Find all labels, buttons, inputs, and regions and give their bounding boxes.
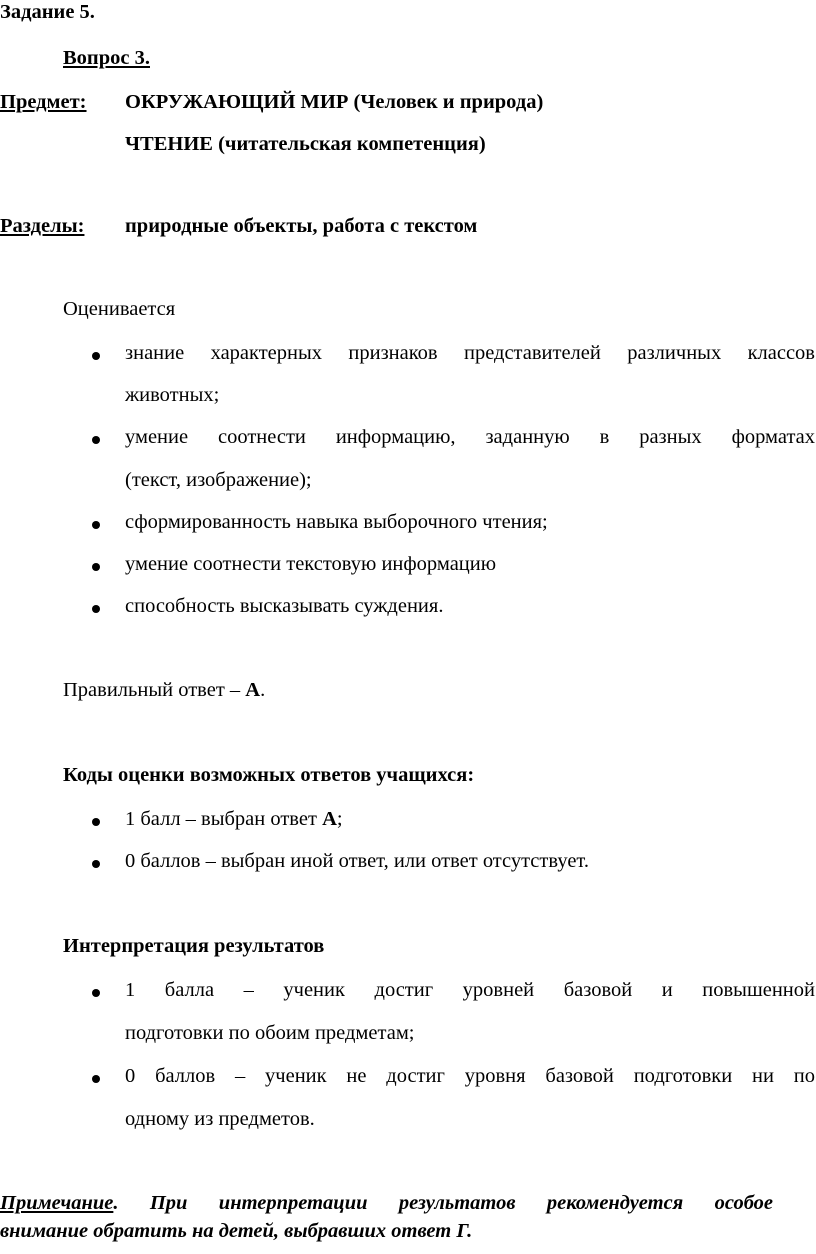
bullet-icon bbox=[92, 563, 100, 571]
bullet-icon bbox=[92, 989, 100, 997]
subject-line-1: ОКРУЖАЮЩИЙ МИР (Человек и природа) bbox=[125, 91, 544, 113]
code-item-1 bbox=[125, 808, 343, 831]
interpretation-heading: Интерпретация результатов bbox=[63, 935, 325, 957]
assessed-item-1-line-2: животных; bbox=[125, 384, 220, 406]
correct-answer-letter: А bbox=[245, 679, 261, 701]
assessed-item-2-line-2: (текст, изображение); bbox=[125, 469, 312, 491]
bullet-icon bbox=[92, 818, 100, 826]
assessed-item-2-line-1: умение соотнести информацию, заданную в разных форматах bbox=[125, 426, 815, 448]
interpretation-item-2-line-1: 0 баллов – ученик не достиг уровня базовой подготовки ни по bbox=[125, 1065, 815, 1087]
correct-answer bbox=[63, 679, 265, 702]
question-number: Вопрос 3. bbox=[63, 47, 150, 69]
codes-heading: Коды оценки возможных ответов учащихся: bbox=[63, 764, 475, 786]
note-text: . При интерпретации результатов рекомендуется особое bbox=[113, 1192, 773, 1214]
note-label: Примечание bbox=[0, 1192, 114, 1214]
assessed-intro: Оценивается bbox=[63, 298, 176, 320]
note-line-1 bbox=[0, 1192, 773, 1215]
code-item-1-letter: А bbox=[322, 808, 337, 830]
bullet-icon bbox=[92, 521, 100, 529]
subject-line-2: ЧТЕНИЕ (читательская компетенция) bbox=[125, 133, 486, 155]
bullet-icon bbox=[92, 352, 100, 360]
note-line-2: внимание обратить на детей, выбравших ответ Г. bbox=[0, 1220, 473, 1242]
task-title: Задание 5. bbox=[0, 1, 95, 23]
sections-value: природные объекты, работа с текстом bbox=[125, 215, 478, 237]
correct-answer-suffix: . bbox=[260, 679, 266, 701]
assessed-item-5: способность высказывать суждения. bbox=[125, 595, 444, 617]
bullet-icon bbox=[92, 436, 100, 444]
code-item-1-text: 1 балл – выбран ответ bbox=[125, 808, 323, 830]
interpretation-item-1-line-1: 1 балла – ученик достиг уровней базовой и повышенной bbox=[125, 979, 815, 1001]
bullet-icon bbox=[92, 1075, 100, 1083]
assessed-item-1-line-1: знание характерных признаков представителей различных классов bbox=[125, 342, 815, 364]
assessed-item-4: умение соотнести текстовую информацию bbox=[125, 553, 497, 575]
subject-label: Предмет: bbox=[0, 91, 87, 113]
bullet-icon bbox=[92, 605, 100, 613]
bullet-icon bbox=[92, 860, 100, 868]
sections-label: Разделы: bbox=[0, 215, 85, 237]
assessed-item-3: сформированность навыка выборочного чтения; bbox=[125, 511, 548, 533]
code-item-2: 0 баллов – выбран иной ответ, или ответ отсутствует. bbox=[125, 850, 589, 872]
correct-answer-prefix: Правильный ответ – bbox=[63, 679, 246, 701]
interpretation-item-2-line-2: одному из предметов. bbox=[125, 1108, 315, 1130]
code-item-1-suffix: ; bbox=[336, 808, 343, 830]
interpretation-item-1-line-2: подготовки по обоим предметам; bbox=[125, 1022, 415, 1044]
